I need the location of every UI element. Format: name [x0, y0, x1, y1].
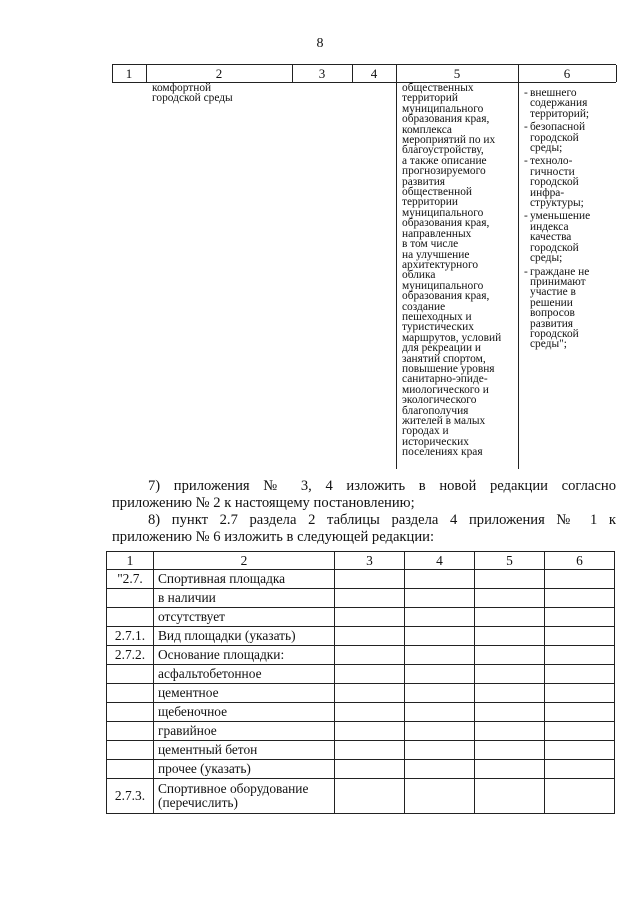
col5-line: миологического и [402, 383, 489, 396]
list-item-line: техноло- [530, 155, 573, 168]
bullet-dash: - [524, 265, 528, 278]
col5-line: пешеходных и [402, 310, 472, 323]
continuation-table [112, 64, 616, 469]
col5-text [402, 83, 510, 458]
list-item-line: инфра- [530, 186, 565, 199]
list-item-line: среды; [530, 142, 563, 155]
bullet-dash: - [524, 87, 528, 99]
table-row: гравийное [107, 722, 615, 741]
list-item-line: безопасной [530, 121, 586, 134]
table-row: 2.7.3. Спортивное оборудование (перечислить) [107, 779, 615, 814]
table-row: асфальтобетонное [107, 665, 615, 684]
list-item-line: граждане не [530, 265, 590, 278]
col5-line: образования края, [402, 113, 490, 126]
paragraph-7: 7) приложения № 3, 4 изложить в новой редакции согласно приложению № 2 к настоящему постановлению; [112, 478, 616, 511]
col5-line: образования края, [402, 290, 490, 303]
table-row: в наличии [107, 589, 615, 608]
col5-line: на улучшение [402, 248, 470, 261]
table-row: щебеночное [107, 703, 615, 722]
col5-line: занятий спортом, [402, 352, 486, 365]
list-item-line: гичности [530, 165, 575, 178]
col5-line: муниципального [402, 102, 484, 115]
list-item [524, 88, 616, 119]
list-item [524, 122, 616, 153]
col5-line: а также описание [402, 154, 487, 167]
table-row: "2.7. Спортивная площадка [107, 570, 615, 589]
table-header-row: 1 2 3 4 5 6 [107, 552, 615, 570]
list-item-line: участие в [530, 286, 576, 299]
table-row: 2.7.2. Основание площадки: [107, 646, 615, 665]
header-col-3: 3 [318, 66, 326, 81]
col6-list [524, 88, 616, 353]
col5-line: исторических [402, 435, 469, 448]
list-item [524, 267, 616, 350]
col5-line: благоустройству, [402, 144, 484, 157]
list-item-line: развития [530, 317, 574, 330]
list-item [524, 156, 616, 208]
table-row: цементное [107, 684, 615, 703]
col5-line: направленных [402, 227, 472, 240]
list-item-line: уменьшение [530, 210, 591, 223]
col5-line: общественной [402, 186, 472, 199]
col5-line: в том числе [402, 238, 459, 251]
col5-line: муниципального [402, 279, 484, 292]
table-row: прочее (указать) [107, 760, 615, 779]
list-item-line: внешнего [530, 87, 577, 99]
list-item-line: городской [530, 241, 579, 254]
col5-line: жителей в малых [402, 415, 486, 427]
col5-line: санитарно-эпиде- [402, 373, 488, 386]
header-col-1: 1 [125, 66, 133, 81]
col5-line: территории [402, 196, 458, 209]
list-item-line: структуры; [530, 197, 584, 210]
col5-line: туристических [402, 321, 474, 334]
list-item-line: качества [530, 231, 572, 244]
list-item-line: среды"; [530, 338, 567, 351]
sports-ground-table [106, 551, 615, 814]
header-col-4: 4 [370, 66, 378, 81]
header-col-2: 2 [215, 66, 223, 81]
page-number: 8 [316, 36, 324, 51]
col5-line: образования края, [402, 217, 490, 230]
col5-line: облика [402, 269, 436, 282]
col2-text: комфортной городской среды [152, 82, 233, 105]
list-item [524, 211, 616, 263]
list-item-line: индекса [530, 220, 569, 233]
col5-line: развития [402, 175, 446, 188]
table-row: отсутствует [107, 608, 615, 627]
col5-line: экологического [402, 394, 477, 407]
header-col-6: 6 [563, 66, 571, 81]
list-item-line: городской [530, 131, 579, 144]
list-item-line: решении [530, 296, 573, 309]
list-item-line: вопросов [530, 307, 575, 320]
table-row: цементный бетон [107, 741, 615, 760]
list-item-line: городской [530, 327, 579, 340]
col5-line: муниципального [402, 206, 484, 219]
col5-line: прогнозируемого [402, 165, 486, 178]
col5-line: благополучия [402, 404, 469, 417]
col5-line: маршрутов, условий [402, 331, 502, 344]
col5-line: повышение уровня [402, 362, 495, 375]
col5-line: мероприятий по их [402, 134, 496, 147]
list-item-line: содержания [530, 97, 588, 110]
bullet-dash: - [524, 210, 528, 223]
list-item-line: среды; [530, 252, 563, 265]
header-col-5: 5 [453, 66, 461, 81]
col5-line: территорий [402, 92, 458, 105]
col5-line: городах и [402, 425, 449, 438]
col5-line: для рекреации и [402, 342, 482, 355]
col5-line: общественных [402, 82, 474, 94]
col5-line: архитектурного [402, 258, 479, 271]
col5-line: создание [402, 300, 446, 313]
list-item-line: территорий; [530, 107, 590, 120]
list-item-line: городской [530, 176, 579, 189]
col5-line: поселениях края [402, 446, 483, 459]
table-row: 2.7.1. Вид площадки (указать) [107, 627, 615, 646]
list-item-line: принимают [530, 275, 586, 288]
col5-line: комплекса [402, 123, 452, 136]
bullet-dash: - [524, 155, 528, 168]
paragraph-8: 8) пункт 2.7 раздела 2 таблицы раздела 4 приложения № 1 к приложению № 6 изложить в следующей редакции: [112, 512, 616, 545]
bullet-dash: - [524, 121, 528, 134]
